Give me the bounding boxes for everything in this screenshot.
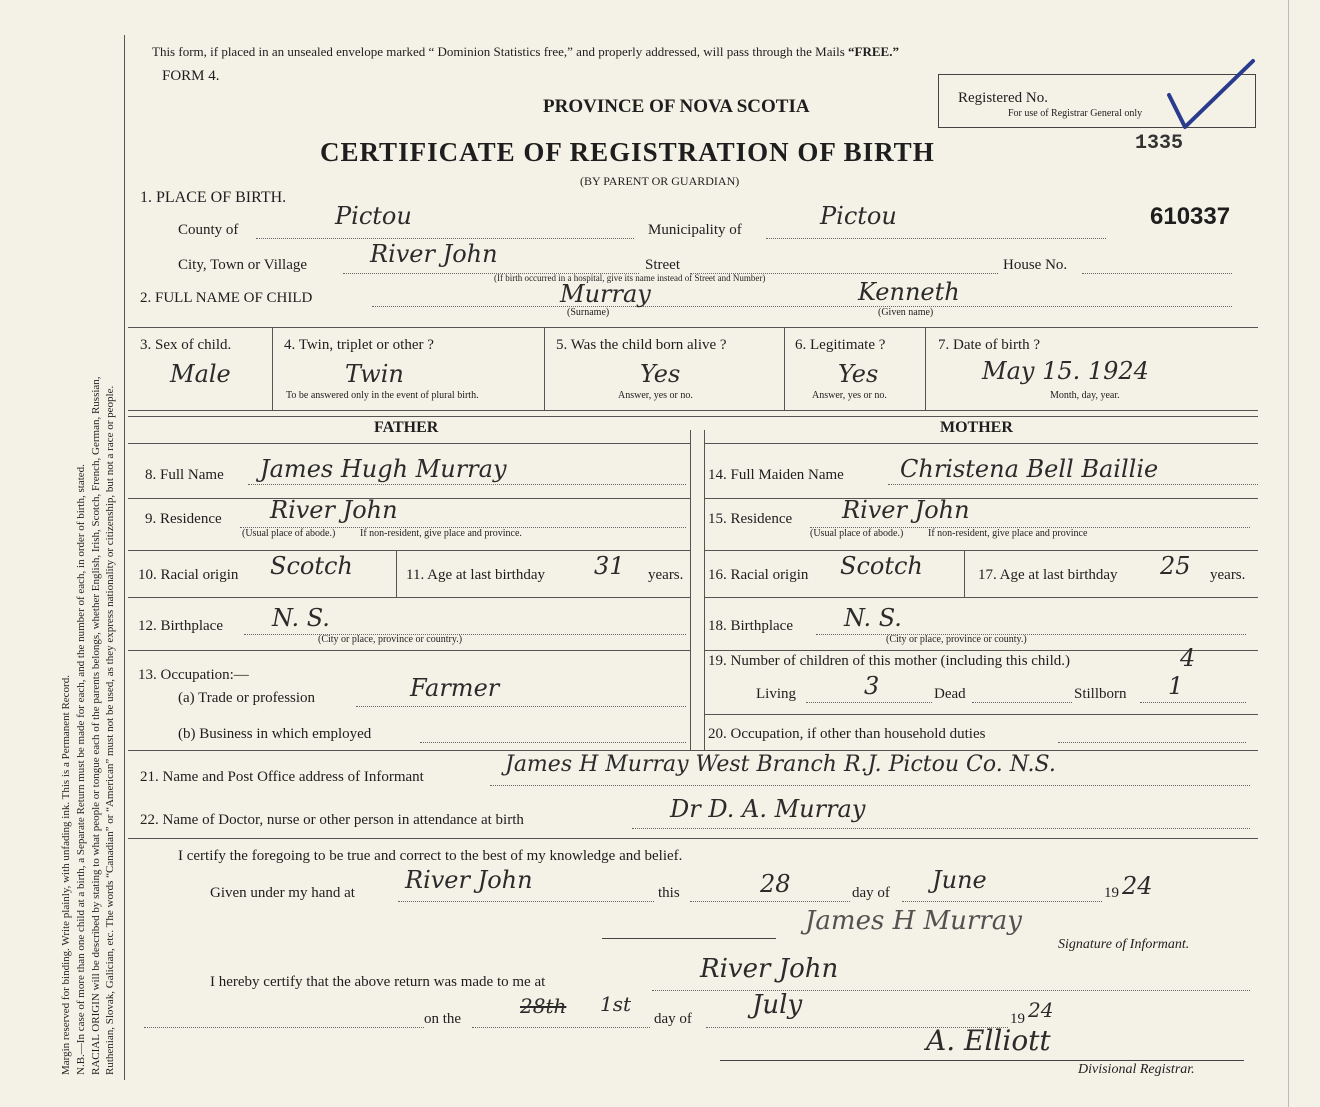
father-rule-4 xyxy=(128,650,690,651)
stillborn-value: 1 xyxy=(1168,672,1184,700)
row3-div-2 xyxy=(544,327,545,410)
registrar-day-of-label: day of xyxy=(654,1011,692,1027)
registrar-day-line xyxy=(472,1027,650,1028)
mother-birthplace-value: N. S. xyxy=(844,604,902,632)
children-count-value: 4 xyxy=(1180,644,1196,672)
county-label: County of xyxy=(178,222,239,238)
father-birthplace-note: (City or place, province or country.) xyxy=(318,634,463,645)
dob-value: May 15. 1924 xyxy=(982,357,1149,385)
father-name-value: James Hugh Murray xyxy=(260,455,507,483)
child-surname: Murray xyxy=(560,280,651,308)
child-name-label: 2. FULL NAME OF CHILD xyxy=(140,290,313,306)
twin-note: To be answered only in the event of plural birth. xyxy=(286,390,479,401)
province-heading: PROVINCE OF NOVA SCOTIA xyxy=(543,96,810,117)
month-line xyxy=(902,901,1102,902)
doctor-line xyxy=(632,828,1250,829)
row3-div-1 xyxy=(272,327,273,410)
mother-birthplace-line xyxy=(816,634,1246,635)
mother-age-value: 25 xyxy=(1160,552,1191,580)
certificate-title: CERTIFICATE OF REGISTRATION OF BIRTH xyxy=(320,137,935,167)
registrar-year-prefix: 19 xyxy=(1010,1011,1025,1027)
certify-top-rule xyxy=(128,838,1258,839)
legitimate-value: Yes xyxy=(838,360,879,388)
twin-label: 4. Twin, triplet or other ? xyxy=(284,337,434,353)
father-race-label: 10. Racial origin xyxy=(138,567,239,583)
mother-heading-rule xyxy=(704,443,1258,444)
on-the-label: on the xyxy=(424,1011,462,1027)
mother-rule-2 xyxy=(704,550,1258,551)
sex-value: Male xyxy=(170,360,231,388)
informant-signature: James H Murray xyxy=(805,906,1022,936)
registrar-signature-line xyxy=(720,1060,1244,1061)
doctor-value: Dr D. A. Murray xyxy=(670,795,866,823)
mother-birthplace-label: 18. Birthplace xyxy=(708,618,793,634)
certify-year-prefix: 19 xyxy=(1104,885,1119,901)
mother-column-divider xyxy=(704,430,705,750)
mother-race-label: 16. Racial origin xyxy=(708,567,809,583)
certify-day-of-label: day of xyxy=(852,885,890,901)
father-race-value: Scotch xyxy=(270,552,353,580)
registrar-signature: A. Elliott xyxy=(926,1024,1051,1057)
certify-day-value: 28 xyxy=(760,870,791,898)
certify-text: I certify the foregoing to be true and correct to the best of my knowledge and belief. xyxy=(178,848,683,864)
informant-line xyxy=(490,785,1250,786)
father-birthplace-value: N. S. xyxy=(272,604,330,632)
mother-rule-4 xyxy=(704,650,1258,651)
father-years-label: years. xyxy=(648,567,684,583)
mother-occupation-line xyxy=(1058,742,1246,743)
given-under-hand-label: Given under my hand at xyxy=(210,885,355,901)
informant-label: 21. Name and Post Office address of Informant xyxy=(140,769,424,785)
mother-residence-note-a: (Usual place of abode.) xyxy=(810,528,904,539)
mother-years-label: years. xyxy=(1210,567,1246,583)
free-label: “FREE.” xyxy=(848,44,899,59)
registrar-place-value: River John xyxy=(700,954,839,984)
father-name-line xyxy=(248,484,686,485)
doctor-label: 22. Name of Doctor, nurse or other person in attendance at birth xyxy=(140,812,524,828)
certify-month-value: June xyxy=(932,866,987,894)
alive-note: Answer, yes or no. xyxy=(618,390,693,401)
registrar-use-note: For use of Registrar General only xyxy=(1008,108,1143,119)
postage-notice-text: This form, if placed in an unsealed envelope marked “ Dominion Statistics free,” and properly addressed, will pass through the Mails xyxy=(152,44,849,59)
hospital-note: (If birth occurred in a hospital, give its name instead of Street and Number) xyxy=(494,273,766,283)
row3-top-rule xyxy=(128,327,1258,328)
father-birthplace-line xyxy=(244,634,686,635)
row3-div-3 xyxy=(784,327,785,410)
section-bottom-rule xyxy=(128,750,1258,751)
registrar-year-value: 24 xyxy=(1028,998,1054,1022)
municipality-label: Municipality of xyxy=(648,222,742,238)
trade-value: Farmer xyxy=(410,674,500,702)
day-line xyxy=(690,901,850,902)
registration-number: 610337 xyxy=(1150,203,1231,230)
row3-div-4 xyxy=(925,327,926,410)
mother-residence-note-b: If non-resident, give place and province xyxy=(928,528,1088,539)
father-age-divider xyxy=(396,550,397,597)
stamp-number: 1335 xyxy=(1135,132,1184,155)
mother-rule-5 xyxy=(704,714,1258,715)
postage-notice xyxy=(152,44,899,60)
mother-rule-1 xyxy=(704,498,1258,499)
margin-note-3: RACIAL ORIGIN will be described by stating to what people or tongue each of the parents belongs, whether English, Irish, Scotch, French, German, Russian, xyxy=(90,376,102,1075)
mother-name-label: 14. Full Maiden Name xyxy=(708,467,844,483)
registrar-caption: Divisional Registrar. xyxy=(1078,1062,1195,1077)
informant-value: James H Murray West Branch R.J. Pictou Co. N.S. xyxy=(505,752,1056,777)
street-label: Street xyxy=(645,257,680,273)
father-rule-2 xyxy=(128,550,690,551)
registrar-day-value: 1st xyxy=(600,992,632,1016)
given-name-caption: (Given name) xyxy=(878,307,934,318)
father-rule-1 xyxy=(128,498,690,499)
father-heading-rule xyxy=(128,443,690,444)
dead-label: Dead xyxy=(934,686,966,702)
city-value: River John xyxy=(370,240,498,268)
binding-margin-line xyxy=(124,35,125,1080)
surname-caption: (Surname) xyxy=(567,307,610,318)
trade-line xyxy=(356,706,686,707)
registrar-day-struck: 28th xyxy=(520,994,567,1018)
father-column-divider xyxy=(690,430,691,750)
dob-label: 7. Date of birth ? xyxy=(938,337,1041,353)
check-mark-icon xyxy=(1165,55,1260,135)
row3-bottom-rule xyxy=(128,410,1258,411)
father-rule-3 xyxy=(128,597,690,598)
city-label: City, Town or Village xyxy=(178,257,308,273)
father-age-value: 31 xyxy=(594,552,625,580)
given-place-value: River John xyxy=(405,866,533,894)
given-place-line xyxy=(398,901,654,902)
municipality-value: Pictou xyxy=(820,202,897,230)
mother-occupation-label: 20. Occupation, if other than household duties xyxy=(708,726,986,742)
mother-age-divider xyxy=(964,550,965,597)
certificate-subtitle: (BY PARENT OR GUARDIAN) xyxy=(580,174,740,188)
alive-label: 5. Was the child born alive ? xyxy=(556,337,727,353)
trade-label: (a) Trade or profession xyxy=(178,690,316,706)
registrar-lead-line xyxy=(144,1027,424,1028)
alive-value: Yes xyxy=(640,360,681,388)
mother-residence-label: 15. Residence xyxy=(708,511,793,527)
place-of-birth-heading: 1. PLACE OF BIRTH. xyxy=(140,189,287,206)
mother-birthplace-note: (City or place, province or county.) xyxy=(886,634,1027,645)
margin-note-4: Ruthenian, Slovak, Galician, etc. The words “Canadian” or “American” must not be used, as they express nationality or citizenship, but not a race or people. xyxy=(104,385,116,1075)
dob-note: Month, day, year. xyxy=(1050,390,1120,401)
house-line xyxy=(1082,273,1232,274)
registrar-certify-text: I hereby certify that the above return was made to me at xyxy=(210,974,546,990)
mother-age-label: 17. Age at last birthday xyxy=(978,567,1118,583)
certify-year-value: 24 xyxy=(1122,872,1153,900)
this-label: this xyxy=(658,885,680,901)
father-heading: FATHER xyxy=(374,419,439,436)
legitimate-label: 6. Legitimate ? xyxy=(795,337,886,353)
section-top-rule xyxy=(128,416,1258,417)
sex-label: 3. Sex of child. xyxy=(140,337,232,353)
municipality-line xyxy=(766,238,1106,239)
children-count-label: 19. Number of children of this mother (including this child.) xyxy=(708,653,1071,669)
stillborn-label: Stillborn xyxy=(1074,686,1127,702)
registrar-month-value: July xyxy=(752,990,803,1020)
dead-line xyxy=(972,702,1072,703)
occupation-label: 13. Occupation:— xyxy=(138,667,249,683)
twin-value: Twin xyxy=(345,360,404,388)
mother-name-line xyxy=(888,484,1258,485)
signature-caption: Signature of Informant. xyxy=(1058,937,1190,952)
father-residence-note-b: If non-resident, give place and province. xyxy=(360,528,522,539)
paper-edge xyxy=(1288,0,1289,1107)
margin-note-2: N.B.—In case of more than one child at a birth, a Separate Return must be made for each, and the number of each, in order of birth, stated. xyxy=(75,464,87,1075)
form-number: FORM 4. xyxy=(162,68,220,84)
living-value: 3 xyxy=(864,672,880,700)
mother-race-value: Scotch xyxy=(840,552,923,580)
father-birthplace-label: 12. Birthplace xyxy=(138,618,223,634)
business-line xyxy=(420,742,686,743)
business-label: (b) Business in which employed xyxy=(178,726,372,742)
mother-residence-value: River John xyxy=(842,496,970,524)
county-value: Pictou xyxy=(335,202,412,230)
margin-note-1: Margin reserved for binding. Write plainly, with unfading ink. This is a Permanent Record. xyxy=(60,675,72,1075)
registered-label: Registered No. xyxy=(958,90,1048,106)
child-given-name: Kenneth xyxy=(858,278,960,306)
signature-lead-line xyxy=(602,938,776,939)
mother-rule-3 xyxy=(704,597,1258,598)
county-line xyxy=(256,238,634,239)
father-residence-note-a: (Usual place of abode.) xyxy=(242,528,336,539)
living-line xyxy=(806,702,932,703)
house-no-label: House No. xyxy=(1003,257,1068,273)
stillborn-line xyxy=(1140,702,1246,703)
mother-heading: MOTHER xyxy=(940,419,1013,436)
mother-name-value: Christena Bell Baillie xyxy=(900,455,1159,483)
living-label: Living xyxy=(756,686,796,702)
registrar-place-line xyxy=(652,990,1250,991)
child-name-line xyxy=(372,306,1232,307)
father-residence-label: 9. Residence xyxy=(145,511,222,527)
legitimate-note: Answer, yes or no. xyxy=(812,390,887,401)
father-age-label: 11. Age at last birthday xyxy=(406,567,545,583)
father-residence-value: River John xyxy=(270,496,398,524)
father-name-label: 8. Full Name xyxy=(145,467,224,483)
